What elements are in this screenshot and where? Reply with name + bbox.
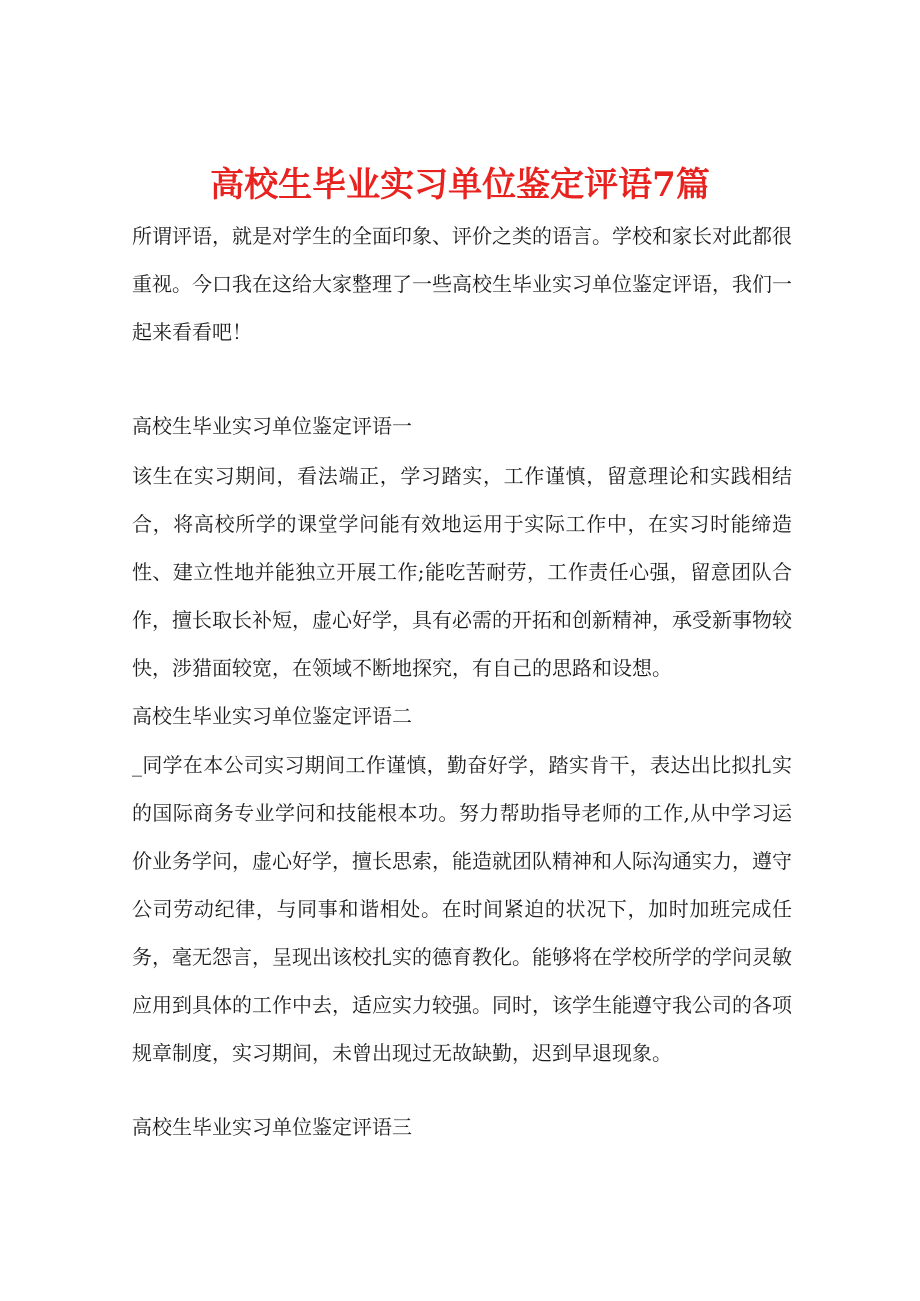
section-heading-2: 高校生毕业实习单位鉴定评语二 [132, 704, 412, 728]
section-body-2: _同学在本公司实习期间工作谨慎，勤奋好学，踏实肯干，表达出比拟扎实的国际商务专业学问和技能根本功。努力帮助指导老师的工作,从中学习运价业务学问，虚心好学，擅长思索，能造就团队精神和人际沟通实力，遵守公司劳动纪律，与同事和谐相处。在时间紧迫的状况下，加时加班完成任务，毫无怨言，呈现出该校扎实的德育教化。能够将在学校所学的学问灵敏应用到具体的工作中去，适应实力较强。同时，该学生能遵守我公司的各项规章制度，实习期间，未曾出现过无故缺勤，迟到早退现象。 [132, 753, 792, 1065]
section-body-1: 该生在实习期间，看法端正，学习踏实，工作谨慎，留意理论和实践相结合，将高校所学的课堂学问能有效地运用于实际工作中，在实习时能缔造性、建立性地并能独立开展工作;能吃苦耐劳，工作责任心强，留意团队合作，擅长取长补短，虚心好学，具有必需的开拓和创新精神，承受新事物较快，涉猎面较宽，在领域不断地探究，有自己的思路和设想。 [132, 464, 792, 680]
document-title: 高校生毕业实习单位鉴定评语7篇 [210, 164, 710, 205]
intro-paragraph: 所谓评语，就是对学生的全面印象、评价之类的语言。学校和家长对此都很重视。今口我在这给大家整理了一些高校生毕业实习单位鉴定评语，我们一起来看看吧！ [132, 224, 792, 344]
section-heading-3: 高校生毕业实习单位鉴定评语三 [132, 1115, 412, 1139]
section-heading-1: 高校生毕业实习单位鉴定评语一 [132, 414, 412, 438]
